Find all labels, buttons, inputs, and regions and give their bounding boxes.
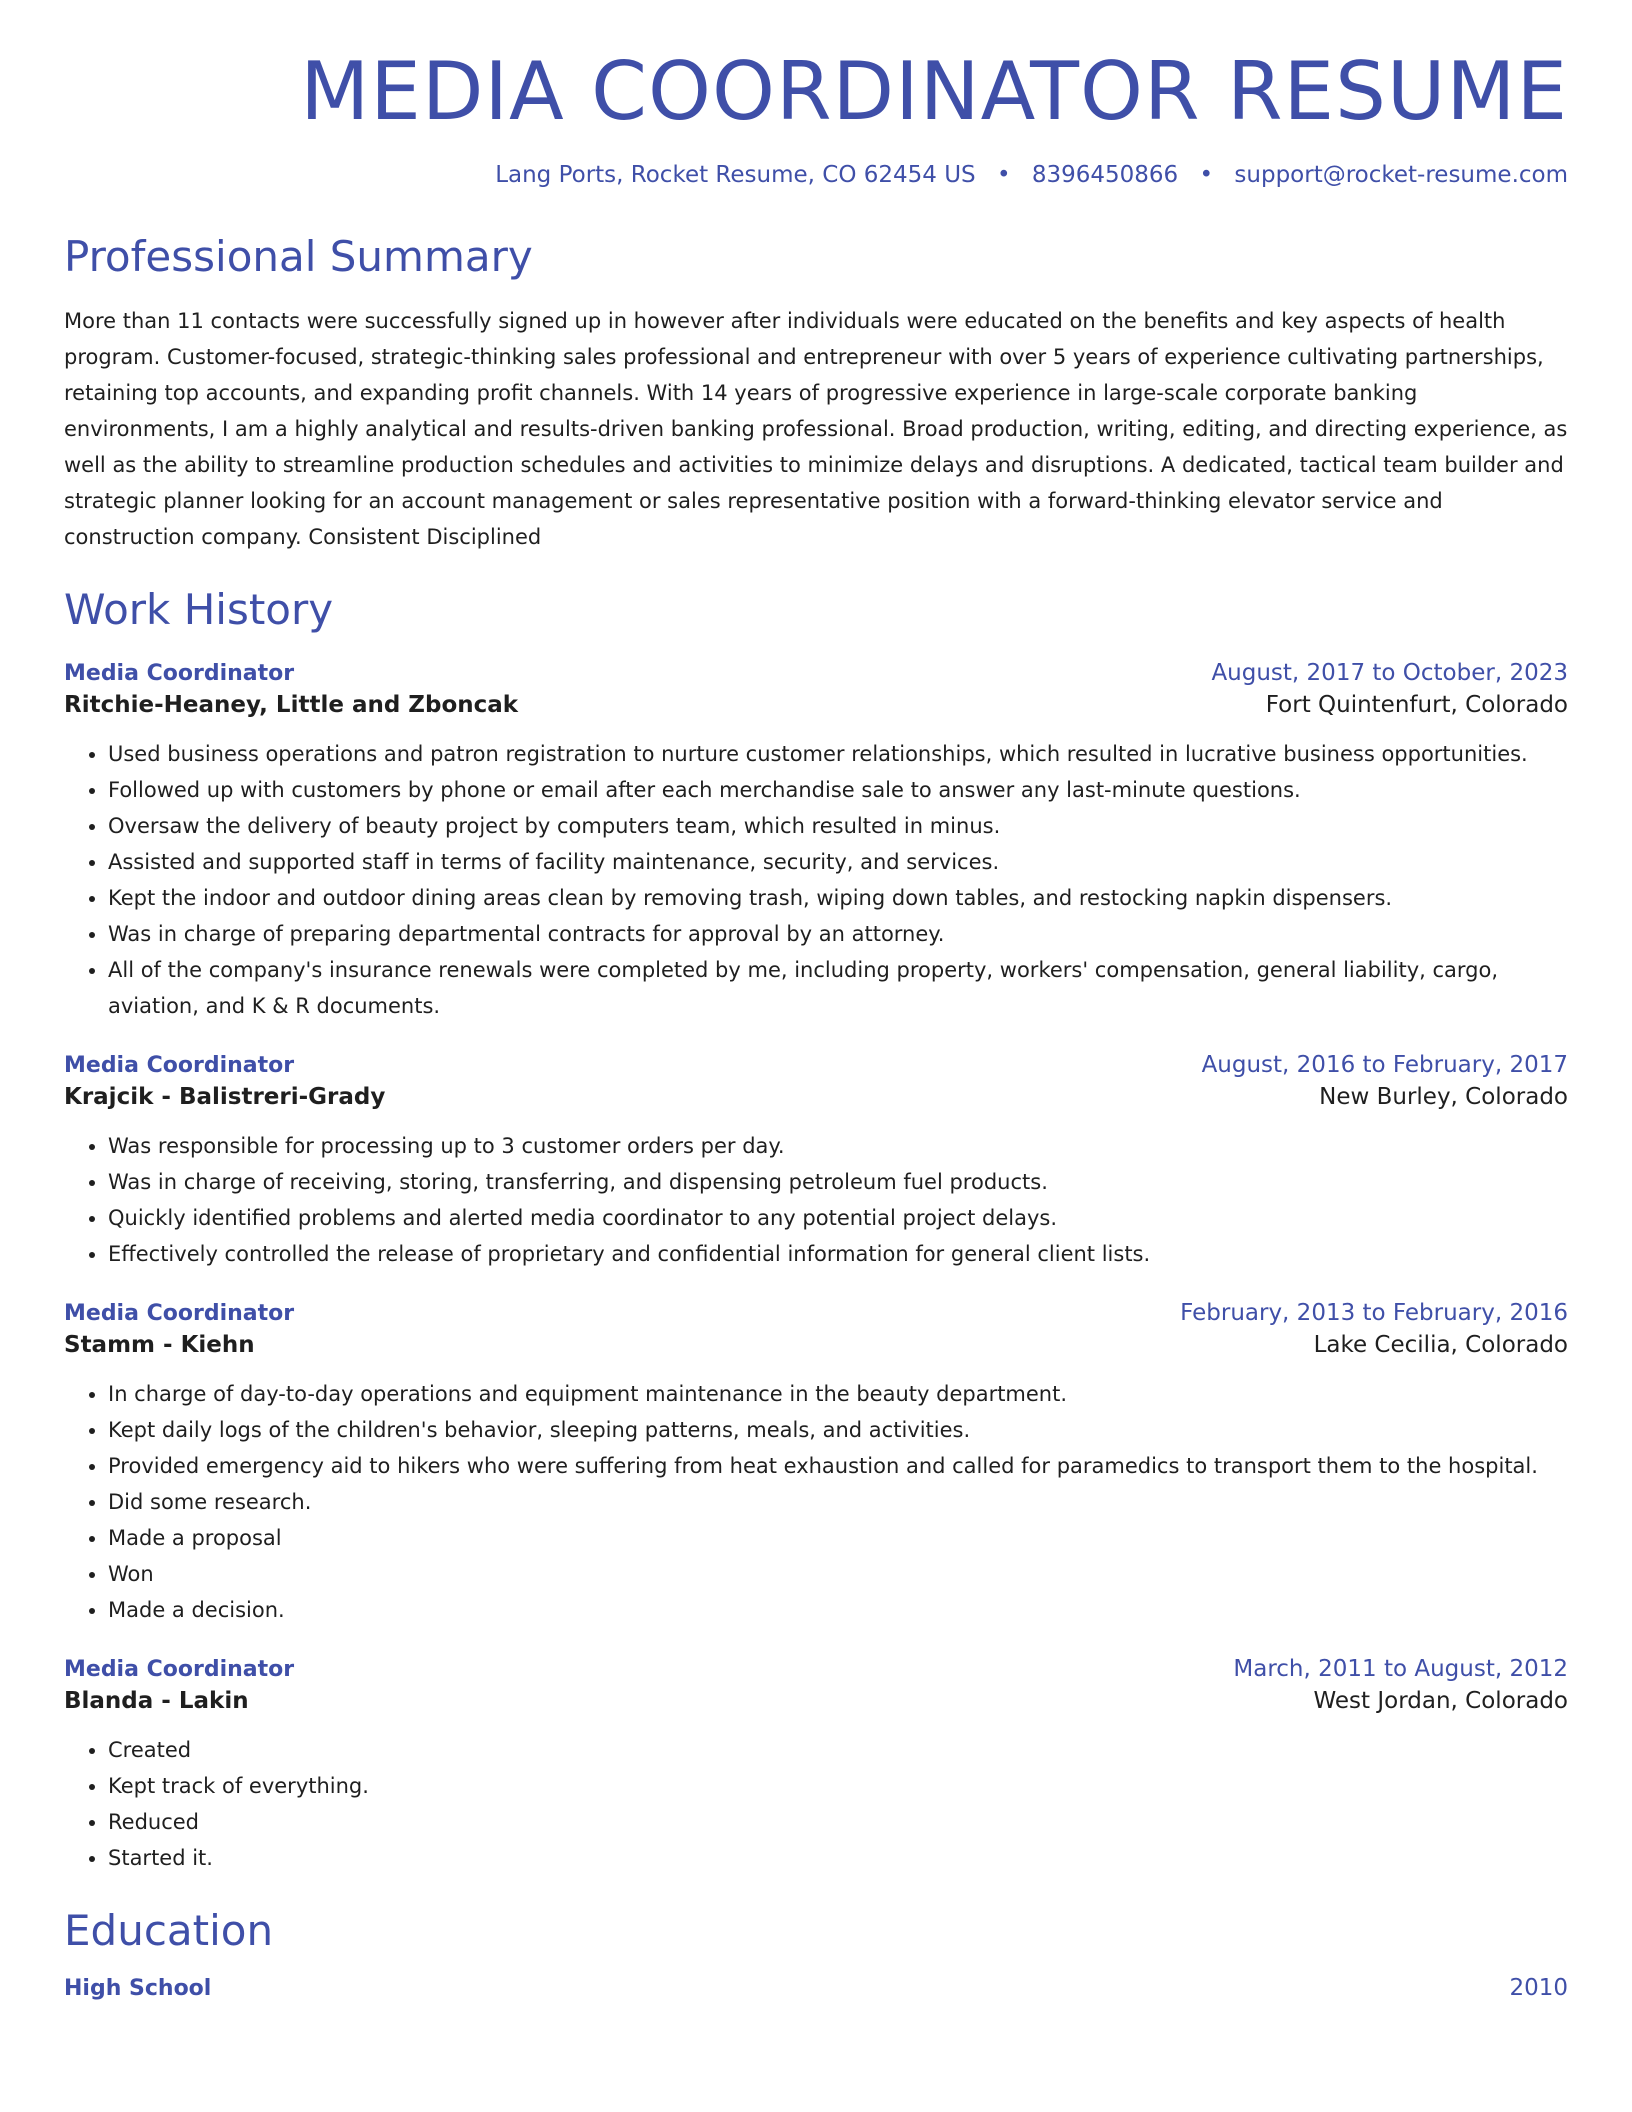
job-location: New Burley, Colorado xyxy=(1319,1084,1568,1110)
summary-title: Professional Summary xyxy=(64,232,533,281)
job-company: Stamm - Kiehn xyxy=(64,1332,255,1358)
job-location: West Jordan, Colorado xyxy=(1313,1688,1568,1714)
job-title: Media Coordinator xyxy=(64,1657,295,1682)
education-entry xyxy=(64,1975,1568,2001)
resume-name: MEDIA COORDINATOR RESUME xyxy=(300,45,1568,138)
job-bullet: • Used business operations and patron registration to nurture customer relationships, which resulted in lucrative business opportunities. xyxy=(108,736,1568,772)
job-dates: August, 2016 to February, 2017 xyxy=(1201,1052,1568,1078)
job-dates: February, 2013 to February, 2016 xyxy=(1180,1300,1568,1326)
job-company: Blanda - Lakin xyxy=(64,1688,249,1714)
education-section xyxy=(64,1906,1568,2001)
job-bullet: • Made a decision. xyxy=(108,1592,1568,1628)
education-degree: High School xyxy=(64,1976,212,2001)
education-year: 2010 xyxy=(1509,1975,1568,2001)
resume-header xyxy=(64,0,1568,188)
job-company: Krajcik - Balistreri-Grady xyxy=(64,1084,386,1110)
job-entry xyxy=(64,1052,1568,1272)
contact-line xyxy=(64,162,1568,188)
job-bullet: • Created xyxy=(108,1732,1568,1768)
job-bullet: • Reduced xyxy=(108,1804,1568,1840)
job-location: Fort Quintenfurt, Colorado xyxy=(1265,692,1568,718)
summary-text: More than 11 contacts were successfully signed up in however after individuals were educated on the benefits and key aspects of health program. Customer-focused, strategic-thinking sales professional and entrepreneur with over 5 years of experience cultivating partnerships, retaining top accounts, and expanding profit channels. With 14 years of progressive experience in large-scale corporate banking environments, I am a highly analytical and results-driven banking professional. Broad production, writing, editing, and directing experience, as well as the ability to streamline production schedules and activities to minimize delays and disruptions. A dedicated, tactical team builder and strategic planner looking for an account management or sales representative position with a forward-thinking elevator service and construction company. Consistent Disciplined xyxy=(64,309,1568,549)
job-bullet: • Quickly identified problems and alerted media coordinator to any potential project delays. xyxy=(108,1200,1568,1236)
job-bullet: • Kept daily logs of the children's behavior, sleeping patterns, meals, and activities. xyxy=(108,1412,1568,1448)
job-company: Ritchie-Heaney, Little and Zboncak xyxy=(64,692,519,718)
summary-section xyxy=(64,232,1568,555)
job-bullet: • Followed up with customers by phone or email after each merchandise sale to answer any last-minute questions. xyxy=(108,772,1568,808)
job-title: Media Coordinator xyxy=(64,1053,295,1078)
job-bullet: • Was in charge of receiving, storing, transferring, and dispensing petroleum fuel products. xyxy=(108,1164,1568,1200)
job-bullet: • Effectively controlled the release of proprietary and confidential information for general client lists. xyxy=(108,1236,1568,1272)
job-bullet: • Was in charge of preparing departmental contracts for approval by an attorney. xyxy=(108,916,1568,952)
job-bullets xyxy=(64,1128,1568,1272)
job-dates: March, 2011 to August, 2012 xyxy=(1233,1656,1568,1682)
job-bullets xyxy=(64,736,1568,1024)
job-bullet: • Started it. xyxy=(108,1840,1568,1876)
contact-separator: • xyxy=(1199,162,1214,188)
work-history-title: Work History xyxy=(64,585,334,634)
job-location: Lake Cecilia, Colorado xyxy=(1313,1332,1568,1358)
job-bullet: • Did some research. xyxy=(108,1484,1568,1520)
job-bullet: • Made a proposal xyxy=(108,1520,1568,1556)
job-bullet: • Provided emergency aid to hikers who were suffering from heat exhaustion and called for paramedics to transport them to the hospital. xyxy=(108,1448,1568,1484)
job-bullet: • Oversaw the delivery of beauty project by computers team, which resulted in minus. xyxy=(108,808,1568,844)
job-dates: August, 2017 to October, 2023 xyxy=(1211,660,1568,686)
job-bullet: • Won xyxy=(108,1556,1568,1592)
job-bullets xyxy=(64,1732,1568,1876)
job-bullet: • Assisted and supported staff in terms of facility maintenance, security, and services. xyxy=(108,844,1568,880)
job-entry xyxy=(64,1656,1568,1876)
job-entry xyxy=(64,660,1568,1024)
work-history-section xyxy=(64,585,1568,1876)
job-bullets xyxy=(64,1376,1568,1628)
job-entry xyxy=(64,1300,1568,1628)
education-title: Education xyxy=(64,1906,274,1955)
contact-separator: • xyxy=(996,162,1011,188)
contact-phone: 8396450866 xyxy=(1031,162,1179,188)
contact-address: Lang Ports, Rocket Resume, CO 62454 US xyxy=(495,162,976,188)
contact-email: support@rocket-resume.com xyxy=(1234,162,1568,188)
job-title: Media Coordinator xyxy=(64,1301,295,1326)
job-bullet: • All of the company's insurance renewals were completed by me, including property, workers' compensation, general liability, cargo, aviation, and K & R documents. xyxy=(108,952,1568,1024)
job-bullet: • Kept the indoor and outdoor dining areas clean by removing trash, wiping down tables, and restocking napkin dispensers. xyxy=(108,880,1568,916)
job-title: Media Coordinator xyxy=(64,661,295,686)
job-bullet: • Was responsible for processing up to 3 customer orders per day. xyxy=(108,1128,1568,1164)
job-bullet: • In charge of day-to-day operations and equipment maintenance in the beauty department. xyxy=(108,1376,1568,1412)
job-bullet: • Kept track of everything. xyxy=(108,1768,1568,1804)
